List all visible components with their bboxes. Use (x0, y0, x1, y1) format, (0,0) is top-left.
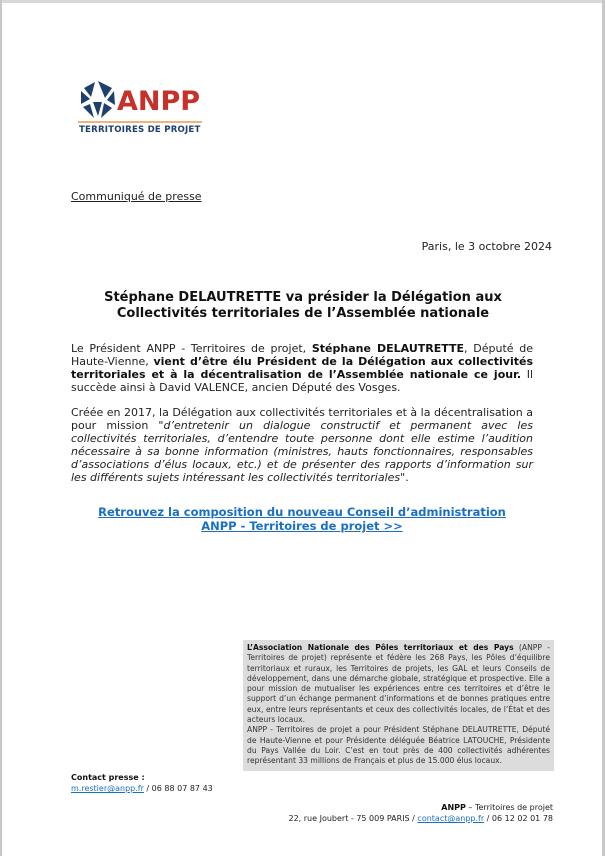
footer-address (289, 802, 554, 824)
press-contact-label: Contact presse : (71, 773, 145, 782)
paragraph-election (71, 342, 533, 394)
press-contact (71, 772, 213, 794)
association-leadership: ANPP - Territoires de projet a pour Président Stéphane DELAUTRETTE, Député de Haute-Vienne et pour Présidente déléguée Béatrice LATOUCHE, Présidente du Pays Vallée du Loir. C’est en tout près de 400 collectivités adhérentes représentant 33 millions de Français et plus de 15.000 élus locaux. (247, 725, 550, 766)
text: Le Président ANPP - Territoires de projet, (71, 342, 312, 355)
logo-underline (78, 121, 202, 123)
footer-phone: / 06 12 02 01 78 (484, 814, 553, 823)
board-composition-link[interactable] (90, 505, 514, 533)
hexagon-logo-icon (78, 80, 118, 120)
press-contact-email-link[interactable]: m.restier@anpp.fr (71, 784, 144, 793)
footer-org-name: – Territoires de projet (465, 803, 553, 812)
mission-quote: d’entretenir un dialogue constructif et permanent avec les collectivités territoriales, d’entendre toute personne dont elle estime l’audition nécessaire à sa bonne information (ministres, hauts fonctionnaires, responsables d’associations d’élus locaux, etc.) et de présenter des rapports d’information sur les différents sujets intéressant les collectivités territoriales (71, 419, 533, 484)
anpp-logo (78, 80, 208, 140)
footer-org-bold: ANPP (441, 803, 466, 812)
cta-line-1[interactable]: Retrouvez la composition du nouveau Conseil d’administration (98, 505, 506, 519)
footer-email-link[interactable]: contact@anpp.fr (417, 814, 485, 823)
press-release-title: Stéphane DELAUTRETTE va présider la Délégation aux Collectivités territoriales de l’Assemblée nationale (104, 290, 502, 321)
logo-tagline: TERRITOIRES DE PROJET (79, 125, 201, 135)
association-name: L’Association Nationale des Pôles territoriaux et des Pays (247, 643, 514, 652)
text: Créée en 2017, la Délégation aux collectivités territoriales et à la décentralisation a pour mission " (71, 406, 533, 432)
paragraph-delegation-mission (71, 406, 533, 484)
document-date: Paris, le 3 octobre 2024 (421, 240, 552, 253)
text: , Député de Haute-Vienne, (71, 342, 534, 368)
text: Il succède ainsi à David VALENCE, ancien Député des Vosges. (71, 368, 533, 394)
election-bold: vient d’être élu Président de la Délégation aux collectivités territoriales et à la décentralisation de l’Assemblée nationale ce jour. (71, 355, 533, 381)
text: ". (400, 471, 409, 484)
name-bold: Stéphane DELAUTRETTE (311, 342, 465, 355)
document-type: Communiqué de presse (71, 190, 202, 203)
association-info-box (243, 640, 554, 771)
logo-wordmark: ANPP (117, 86, 201, 117)
page-frame-left (0, 0, 2, 856)
page-frame-top (0, 0, 605, 3)
cta-line-2[interactable]: ANPP - Territoires de projet >> (201, 519, 403, 533)
press-contact-phone: / 06 88 07 87 43 (143, 784, 213, 793)
association-description: (ANPP - Territoires de projet) représente et fédère les 268 Pays, les Pôles d’équilibre territoriaux et ruraux, les Territoires de projets, les GAL et leurs Conseils de développement, dans une démarche globale, stratégique et prospective. Elle a pour mission de mutualiser les expériences entre ces territoires et d’être le support d’un échange permanent d’informations et de bonnes pratiques entre eux, entre leurs représentants et ceux des collectivités locales, de l’État et des acteurs locaux. (247, 643, 550, 725)
footer-street: 22, rue Joubert - 75 009 PARIS / (288, 814, 418, 823)
